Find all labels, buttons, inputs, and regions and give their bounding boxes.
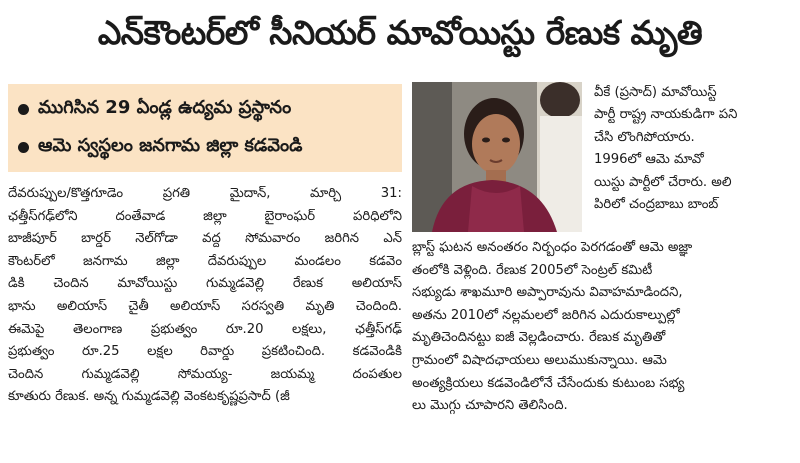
body-line: ఈమెపై తెలంగాణ ప్రభుత్వం రూ.20 లక్షలు, ఛత్తీస్‌గఢ్ [8, 321, 402, 337]
body-line: యిస్టు పార్టీలో చేరారు. అలి [594, 174, 732, 190]
body-line: మృతిచెందినట్టు ఐజీ వెల్లడించారు. రేణుక మృతితో [412, 330, 666, 346]
bullet-icon [18, 104, 29, 115]
body-line: భాను అలియాస్ చైతీ అలియాస్ సరస్వతి మృతి చెందింది. [8, 298, 402, 314]
highlight-item [18, 128, 392, 166]
body-line: ప్రభుత్వం రూ.25 లక్షల రివార్డు ప్రకటించింది. కడవెండికి [8, 344, 402, 360]
highlight-text: ముగిసిన 29 ఏండ్ల ఉద్యమ ప్రస్థానం [38, 96, 292, 118]
portrait-photo [412, 82, 582, 232]
body-line: గ్రామంలో విషాదఛాయలు అలుముకున్నాయి. ఆమె [412, 352, 667, 368]
body-line: ఛత్తీస్‌గఢ్‌లోని దంతేవాడ జిల్లా బైరాంఘర్ పరిధిలోని [8, 208, 402, 224]
article-right-top [594, 82, 792, 232]
body-line: అంత్యక్రియలు కడవెండిలోనే చేసేందుకు కుటుంబ సభ్య [412, 375, 685, 391]
article-right-bottom [412, 237, 792, 455]
article-left-column [8, 183, 402, 455]
body-line: బ్లాస్ట్ ఘటన అనంతరం నిర్బంధం పెరగడంతో ఆమె అజ్ఞా [412, 240, 693, 255]
body-line: కౌంటర్‌లో జనగామ జిల్లా దేవరుప్పుల మండలం కడవెం [8, 253, 402, 269]
body-line: దేవరుప్పుల/కొత్తగూడెం ప్రగతి మైదాన్, మార్చి 31: [8, 186, 402, 201]
bullet-icon [18, 142, 29, 153]
body-line: పిరిలో చంద్రబాబు బాంబ్ [594, 197, 719, 213]
body-line: సభ్యుడు శాఖమూరి అప్పారావును వివాహమాడిందని, [412, 285, 683, 301]
body-line: డికి చెందిన మావోయిస్టు గుమ్మడవెల్లి రేణుక అలియాస్ [8, 276, 402, 292]
body-line: బాజీపూర్ బార్డర్ నెల్‌గోడా వద్ద సోమవారం జరిగిన ఎన్ [8, 231, 402, 247]
highlight-text: ఆమె స్వస్థలం జనగామ జిల్లా కడవెండి [38, 134, 303, 156]
body-line: చెందిన గుమ్మడవెల్లి సోమయ్య- జయమ్మ దంపతుల [8, 366, 402, 382]
body-line: చేసి లొంగిపోయారు. [594, 129, 695, 145]
highlight-item [18, 90, 392, 128]
body-line: వీకే (ప్రసాద్) మావోయిస్ట్ [594, 85, 717, 100]
body-line: 1996లో ఆమె మావో [594, 152, 704, 168]
body-line: కూతురు రేణుక. అన్న గుమ్మడవెల్లి వెంకటకృష్ణప్రసాద్ (జీ [8, 389, 290, 405]
portrait-illustration [412, 82, 582, 232]
headline: ఎన్‌కౌంటర్‌లో సీనియర్ మావోయిస్టు రేణుక మృతి [97, 12, 703, 52]
body-line: లు మొగ్గు చూపారని తెలిసింది. [412, 398, 568, 414]
highlights-box [8, 84, 402, 172]
body-line: పార్టీ రాష్ట్ర నాయకుడిగా పని [594, 107, 738, 123]
body-line: అతను 2010లో నల్లమలలో జరిగిన ఎదురుకాల్పుల్లో [412, 307, 680, 323]
body-line: తంలోకి వెళ్లింది. రేణుక 2005లో సెంట్రల్ కమిటీ [412, 262, 653, 278]
